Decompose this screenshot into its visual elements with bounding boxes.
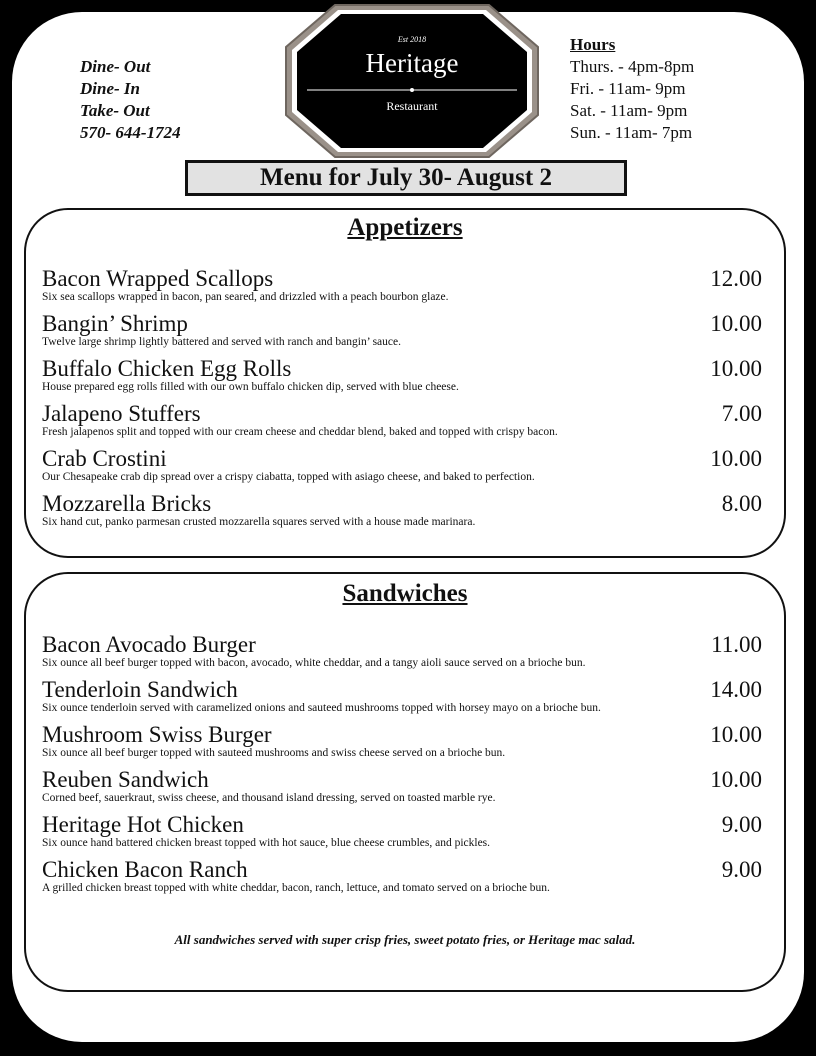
menu-item — [42, 722, 762, 760]
menu-item — [42, 266, 762, 304]
service-take-out: Take- Out — [80, 101, 150, 120]
item-description: Six hand cut, panko parmesan crusted mozzarella squares served with a house made marinara. — [42, 516, 476, 528]
item-price: 8.00 — [721, 491, 762, 516]
service-dine-out: Dine- Out — [80, 57, 151, 76]
logo-est-text: Est 2018 — [397, 35, 427, 44]
hours-block — [570, 34, 694, 144]
item-name: Bangin’ Shrimp — [42, 311, 188, 336]
item-description: Our Chesapeake crab dip spread over a crispy ciabatta, topped with asiago cheese, and baked to perfection. — [42, 471, 535, 483]
item-price: 9.00 — [721, 812, 762, 837]
appetizers-section — [24, 208, 786, 558]
sandwiches-footnote: All sandwiches served with super crisp fries, sweet potato fries, or Heritage mac salad. — [174, 932, 636, 947]
menu-item — [42, 767, 762, 805]
item-name: Mushroom Swiss Burger — [42, 722, 272, 747]
item-description: Fresh jalapenos split and topped with our cream cheese and cheddar blend, baked and topped with crispy bacon. — [42, 426, 558, 438]
logo-name-text: Heritage — [365, 48, 459, 78]
menu-item — [42, 491, 762, 529]
item-price: 12.00 — [710, 266, 762, 291]
phone-number: 570- 644-1724 — [80, 123, 181, 142]
item-price: 11.00 — [711, 632, 762, 657]
item-description: Six sea scallops wrapped in bacon, pan seared, and drizzled with a peach bourbon glaze. — [42, 291, 449, 303]
sandwiches-title: Sandwiches — [342, 580, 468, 607]
item-description: Twelve large shrimp lightly battered and served with ranch and bangin’ sauce. — [42, 336, 401, 348]
item-name: Tenderloin Sandwich — [42, 677, 238, 702]
menu-item — [42, 311, 762, 349]
menu-item — [42, 356, 762, 394]
heritage-logo — [283, 2, 541, 160]
item-price: 10.00 — [710, 356, 762, 381]
sandwiches-section — [24, 572, 786, 992]
item-price: 7.00 — [721, 401, 762, 426]
item-name: Buffalo Chicken Egg Rolls — [42, 356, 292, 381]
hours-saturday: Sat. - 11am- 9pm — [570, 101, 688, 120]
logo-sub-text: Restaurant — [386, 99, 438, 113]
item-name: Bacon Wrapped Scallops — [42, 266, 274, 291]
menu-item — [42, 812, 762, 850]
hours-sunday: Sun. - 11am- 7pm — [570, 123, 693, 142]
item-price: 10.00 — [710, 767, 762, 792]
hours-thursday: Thurs. - 4pm-8pm — [570, 57, 695, 76]
appetizers-title: Appetizers — [347, 214, 463, 241]
item-price: 10.00 — [710, 446, 762, 471]
item-description: House prepared egg rolls filled with our own buffalo chicken dip, served with blue cheese. — [42, 381, 459, 393]
item-name: Chicken Bacon Ranch — [42, 857, 248, 882]
menu-item — [42, 446, 762, 484]
menu-item — [42, 632, 762, 670]
item-price: 14.00 — [710, 677, 762, 702]
service-info — [80, 56, 181, 144]
menu-item — [42, 677, 762, 715]
item-description: Six ounce all beef burger topped with bacon, avocado, white cheddar, and a tangy aioli sauce served on a brioche bun. — [42, 657, 586, 669]
logo-divider-dot — [410, 88, 414, 92]
item-description: Six ounce hand battered chicken breast topped with hot sauce, blue cheese crumbles, and pickles. — [42, 837, 491, 849]
item-name: Reuben Sandwich — [42, 767, 209, 792]
service-dine-in: Dine- In — [80, 79, 140, 98]
item-name: Heritage Hot Chicken — [42, 812, 244, 837]
item-name: Bacon Avocado Burger — [42, 632, 256, 657]
menu-item — [42, 401, 762, 439]
item-price: 10.00 — [710, 311, 762, 336]
item-name: Jalapeno Stuffers — [42, 401, 201, 426]
hours-title: Hours — [570, 35, 616, 54]
menu-item — [42, 857, 762, 895]
item-description: Six ounce tenderloin served with caramelized onions and sauteed mushrooms topped with horsey mayo on a brioche bun. — [42, 702, 601, 714]
item-price: 10.00 — [710, 722, 762, 747]
menu-title: Menu for July 30- August 2 — [185, 160, 627, 196]
item-description: A grilled chicken breast topped with white cheddar, bacon, ranch, lettuce, and tomato served on a brioche bun. — [42, 882, 550, 894]
item-description: Six ounce all beef burger topped with sauteed mushrooms and swiss cheese served on a brioche bun. — [42, 747, 506, 759]
hours-friday: Fri. - 11am- 9pm — [570, 79, 686, 98]
item-description: Corned beef, sauerkraut, swiss cheese, and thousand island dressing, served on toasted marble rye. — [42, 792, 496, 804]
item-price: 9.00 — [721, 857, 762, 882]
item-name: Mozzarella Bricks — [42, 491, 212, 516]
item-name: Crab Crostini — [42, 446, 167, 471]
